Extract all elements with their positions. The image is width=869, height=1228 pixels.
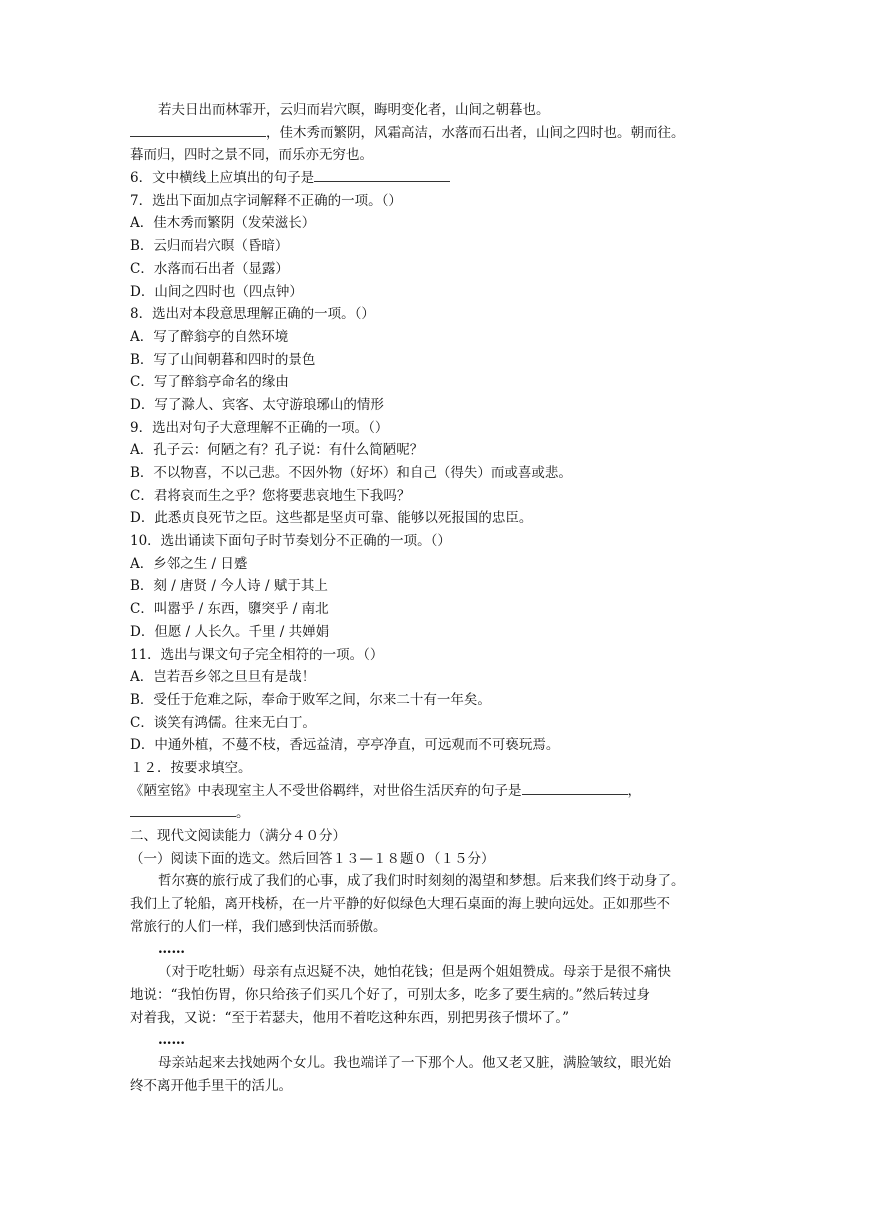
question-12-period: 。 [236, 805, 250, 822]
question-9-option-a: A．孔子云：何陋之有？孔子说：有什么简陋呢？ [130, 442, 424, 459]
question-12-comma: ， [627, 782, 641, 799]
question-12-blank-2[interactable] [130, 802, 236, 817]
ellipsis-2: …… [158, 1032, 185, 1049]
question-9-option-b: B．不以物喜，不以己悲。不因外物（好坏）和自己（得失）而或喜或悲。 [130, 465, 572, 481]
question-6-blank[interactable] [314, 167, 450, 182]
question-7-option-c: C．水落而石出者（显露） [130, 260, 289, 277]
passage2-p1-line2: 我们上了轮船，离开栈桥，在一片平静的好似绿色大理石桌面的海上驶向远处。正如那些不 [130, 896, 670, 913]
question-12-prompt [130, 780, 742, 803]
question-8-option-b: B．写了山间朝暮和四时的景色 [130, 351, 316, 368]
question-8: 8．选出对本段意思理解正确的一项。（） [130, 306, 375, 323]
passage2-p1-line3: 常旅行的人们一样，我们感到快活而骄傲。 [130, 918, 387, 935]
question-12: １２．按要求填空。 [130, 759, 252, 776]
question-12-prompt-text: 《陋室铭》中表现室主人不受世俗羁绊，对世俗生活厌弃的句子是 [130, 782, 522, 799]
question-10-option-a: A．乡邻之生 / 日蹙 [130, 555, 248, 572]
passage2-p3-line2: 终不离开他手里干的活儿。 [130, 1077, 292, 1094]
document-page [130, 99, 742, 1097]
question-10-option-b: B．刻 / 唐贤 / 今人诗 / 赋于其上 [130, 578, 328, 595]
passage2-p2-line2: 地说：“我怕伤胃，你只给孩子们买几个好了，可别太多，吃多了要生病的。”然后转过身 [130, 986, 651, 1003]
passage1-line2-text: ，佳木秀而繁阴，风霜高洁，水落而石出者，山间之四时也。朝而往。 [266, 124, 685, 141]
passage1-line2 [130, 122, 742, 145]
question-9: 9．选出对句子大意理解不正确的一项。（） [130, 419, 389, 436]
section-2-title: 二、现代文阅读能力（满分４０分） [130, 828, 346, 844]
question-12-blank-1[interactable] [522, 780, 628, 795]
question-7-option-b: B．云归而岩穴暝（昏暗） [130, 238, 289, 255]
passage2-p2-line3: 对着我，又说：“至于若瑟夫，他用不着吃这种东西，别把男孩子惯坏了。” [130, 1009, 570, 1026]
question-11-option-a: A．岂若吾乡邻之旦旦有是哉！ [130, 669, 316, 686]
question-6-text: 6．文中横线上应填出的句子是 [130, 170, 315, 187]
passage2-p2-line1: （对于吃牡蛎）母亲有点迟疑不决，她怕花钱；但是两个姐姐赞成。母亲于是很不痛快 [158, 964, 671, 981]
question-8-option-d: D．写了滁人、宾客、太守游琅琊山的情形 [130, 396, 384, 413]
question-8-option-c: C．写了醉翁亭命名的缘由 [130, 374, 289, 391]
question-7-option-d: D．山间之四时也（四点钟） [130, 283, 303, 300]
question-7: 7．选出下面加点字词解释不正确的一项。（） [130, 192, 402, 209]
question-6 [130, 167, 742, 190]
answer-blank[interactable] [130, 122, 266, 137]
question-11: 11．选出与课文句子完全相符的一项。（） [130, 646, 384, 663]
question-8-option-a: A．写了醉翁亭的自然环境 [130, 328, 289, 345]
question-11-option-d: D．中通外植，不蔓不枝，香远益清，亭亭净直，可远观而不可亵玩焉。 [130, 737, 560, 754]
passage2-p3-line1: 母亲站起来去找她两个女儿。我也端详了一下那个人。他又老又脏，满脸皱纹，眼光始 [158, 1054, 671, 1071]
question-10: 10．选出诵读下面句子时节奏划分不正确的一项。（） [130, 533, 451, 550]
ellipsis-1: …… [158, 941, 185, 958]
question-10-option-d: D．但愿 / 人长久。千里 / 共婵娟 [130, 623, 330, 640]
question-11-option-b: B．受任于危难之际，奉命于败军之间，尔来二十有一年矣。 [130, 691, 491, 708]
question-10-option-c: C．叫嚣乎 / 东西，隳突乎 / 南北 [130, 601, 329, 618]
question-7-option-a: A．佳木秀而繁阴（发荣滋长） [130, 215, 316, 232]
section-2-subtitle: （一）阅读下面的选文。然后回答１３—１８题０（１５分） [130, 850, 495, 867]
passage1-line3: 暮而归，四时之景不同，而乐亦无穷也。 [130, 147, 373, 164]
question-12-continuation [130, 802, 742, 825]
question-11-option-c: C．谈笑有鸿儒。往来无白丁。 [130, 714, 316, 731]
question-9-option-d: D．此悉贞良死节之臣。这些都是坚贞可靠、能够以死报国的忠臣。 [130, 510, 533, 527]
passage2-p1-line1: 哲尔赛的旅行成了我们的心事，成了我们时时刻刻的渴望和梦想。后来我们终于动身了。 [158, 873, 685, 890]
passage1-line1: 若夫日出而林霏开，云归而岩穴暝，晦明变化者，山间之朝暮也。 [158, 102, 550, 118]
question-9-option-c: C．君将哀而生之乎？您将要悲哀地生下我吗？ [130, 487, 411, 504]
